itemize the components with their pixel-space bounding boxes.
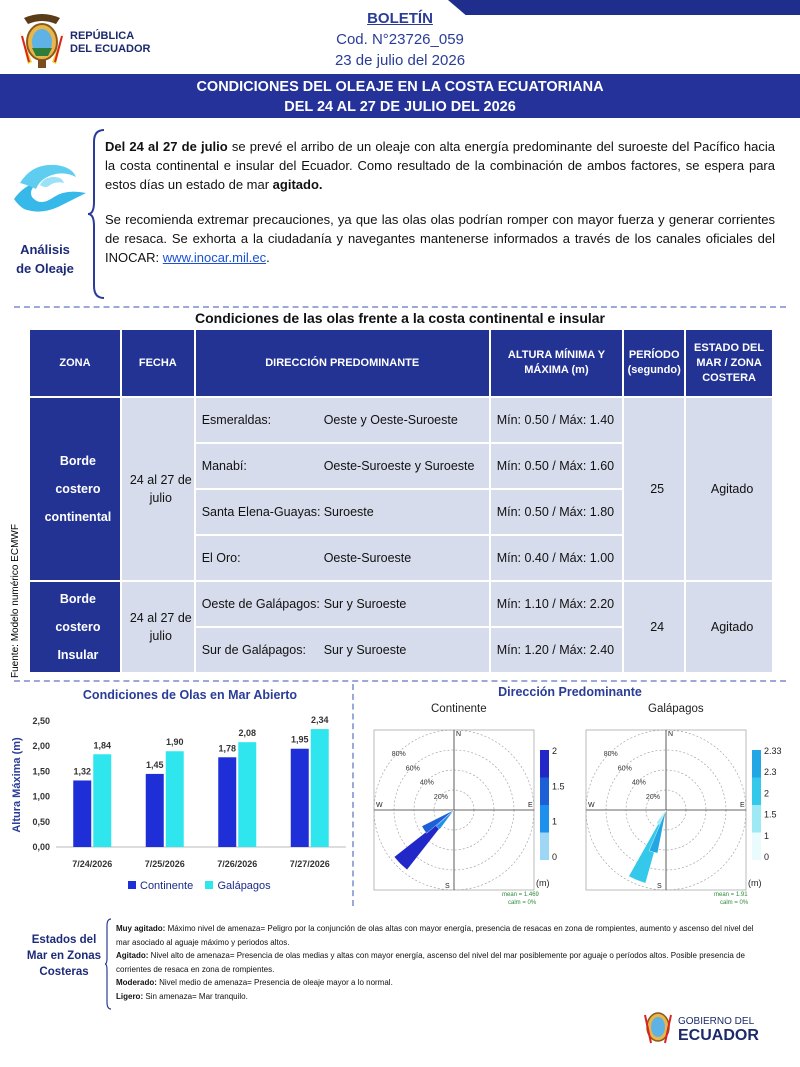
analysis-paragraph-1 bbox=[105, 137, 775, 194]
y-tick-label: 0,00 bbox=[32, 842, 50, 852]
periodo-insular: 24 bbox=[623, 581, 685, 673]
colorbar-segment bbox=[540, 833, 549, 861]
data-label: 1,84 bbox=[93, 740, 112, 751]
banner-line2: DEL 24 AL 27 DE JULIO DEL 2026 bbox=[284, 99, 516, 115]
data-label: 1,90 bbox=[165, 737, 184, 748]
state-text: Nivel medio de amenaza= Presencia de oleaje mayor a lo normal. bbox=[156, 978, 393, 987]
colorbar-segment bbox=[752, 750, 761, 778]
table-title: Condiciones de las olas frente a la costa continental e insular bbox=[194, 310, 605, 326]
header-altura: ALTURA MÍNIMA Y MÁXIMA (m) bbox=[490, 329, 623, 397]
colorbar-tick: 1.5 bbox=[764, 809, 777, 820]
header-direccion: DIRECCIÓN PREDOMINANTE bbox=[195, 329, 490, 397]
header-fecha: FECHA bbox=[121, 329, 195, 397]
radial-label: 20% bbox=[433, 793, 448, 801]
direction-value: Sur y Suroeste bbox=[323, 643, 407, 657]
rose-calm: calm = 0% bbox=[508, 900, 537, 906]
direction-value: Oeste y Oeste-Suroeste bbox=[323, 413, 458, 427]
header-estado: ESTADO DEL MAR / ZONA COSTERA bbox=[685, 329, 773, 397]
x-tick-label: 7/25/2026 bbox=[144, 859, 185, 869]
bulletin-date: 23 de julio del 2026 bbox=[334, 52, 466, 69]
legend-label-galapagos: Galápagos bbox=[217, 880, 271, 892]
compass-s: S bbox=[445, 883, 450, 890]
direction-value: Oeste-Suroeste bbox=[323, 551, 412, 565]
colorbar-tick: 1 bbox=[552, 816, 558, 827]
colorbar-tick: 2 bbox=[552, 746, 558, 756]
rose-petal bbox=[649, 810, 666, 853]
legend-brace bbox=[104, 918, 112, 1010]
compass-n: N bbox=[456, 731, 462, 738]
inocar-link[interactable]: www.inocar.mil.ec bbox=[162, 250, 267, 265]
data-label: 1,45 bbox=[145, 759, 164, 770]
height-cell: Mín: 1.20 / Máx: 2.40 bbox=[490, 627, 623, 673]
bar-chart-legend bbox=[128, 880, 271, 892]
radial-label: 80% bbox=[603, 751, 618, 759]
colorbar-tick: 1 bbox=[764, 830, 770, 841]
section-divider-2 bbox=[14, 680, 786, 682]
compass-e: E bbox=[528, 802, 533, 809]
bar-chart-title: Condiciones de Olas en Mar Abierto bbox=[82, 688, 298, 702]
radial-label: 60% bbox=[617, 765, 632, 773]
state-text: Nivel alto de amenaza= Presencia de olas medias y altas con mayor energía, ascenso del nivel del mar posiblemente por aguaje o períodos altos. Posible presencia de corrientes de resaca en zona de rompientes. bbox=[116, 951, 746, 974]
colorbar-segment bbox=[540, 805, 549, 833]
analysis-label-line1: Análisis bbox=[20, 242, 70, 257]
rose-panel-title: Continente bbox=[431, 703, 487, 715]
state-item bbox=[116, 990, 762, 1004]
banner-line1: CONDICIONES DEL OLEAJE EN LA COSTA ECUATORIANA bbox=[196, 79, 604, 95]
fecha-insular: 24 al 27 de julio bbox=[121, 581, 195, 673]
compass-w: W bbox=[588, 802, 595, 809]
state-text: Sin amenaza= Mar tranquilo. bbox=[143, 991, 248, 1001]
title-banner bbox=[0, 74, 800, 118]
bar-continente bbox=[73, 780, 91, 847]
gob-line2: ECUADOR bbox=[678, 1027, 759, 1044]
direction-value: Oeste-Suroeste y Suroeste bbox=[323, 459, 475, 473]
republica-label bbox=[70, 30, 150, 56]
data-label: 2,08 bbox=[238, 728, 257, 739]
data-label: 2,34 bbox=[310, 715, 329, 726]
height-cell: Mín: 0.50 / Máx: 1.60 bbox=[490, 443, 623, 489]
coat-of-arms-icon bbox=[18, 12, 66, 70]
state-item bbox=[116, 949, 762, 976]
table-header-row bbox=[29, 329, 773, 397]
analysis-label bbox=[10, 240, 80, 278]
y-tick-label: 1,00 bbox=[32, 791, 50, 802]
analysis-p1-text: se prevé el arribo de un oleaje con alta energía predominante del suroeste del Pacífico hacia la costa continental e insular del Ecuador. Como resultado de la combinación de ambos factores, se espera para estos días un estado de mar bbox=[105, 139, 775, 192]
x-tick-label: 7/24/2026 bbox=[72, 859, 113, 869]
bulletin-title: BOLETÍN bbox=[367, 10, 433, 27]
bar-continente bbox=[218, 757, 236, 847]
header-zona: ZONA bbox=[29, 329, 121, 397]
height-cell: Mín: 0.40 / Máx: 1.00 bbox=[490, 535, 623, 581]
bar-galápagos bbox=[166, 751, 184, 847]
direction-cell bbox=[195, 581, 490, 627]
colorbar-segment bbox=[540, 750, 549, 778]
state-term: Ligero: bbox=[116, 991, 144, 1001]
bulletin-header bbox=[300, 8, 500, 71]
colorbar-tick: 1.5 bbox=[552, 781, 565, 792]
place-label: El Oro: bbox=[201, 551, 241, 565]
bulletin-code: Cod. N°23726_059 bbox=[336, 31, 464, 48]
wind-rose-continente bbox=[356, 700, 571, 906]
periodo-continental: 25 bbox=[623, 397, 685, 581]
y-tick-label: 2,00 bbox=[32, 741, 50, 752]
estado-continental: Agitado bbox=[685, 397, 773, 581]
gobierno-ecuador-logo bbox=[642, 1005, 772, 1049]
wind-rose-galapagos bbox=[568, 700, 783, 906]
y-tick-label: 0,50 bbox=[32, 816, 50, 827]
place-label: Sur de Galápagos: bbox=[201, 643, 306, 657]
data-label: 1,95 bbox=[290, 734, 309, 745]
state-text: Máximo nivel de amenaza= Peligro por la conjunción de olas altas con mayor energía, presencia de resacas en zona de rompientes, aumento y ascenso del nivel del mar asociado al aguaje máximo y periodos altos. bbox=[116, 924, 754, 947]
colorbar-tick: 0 bbox=[552, 852, 558, 862]
vertical-divider bbox=[352, 684, 354, 906]
direction-cell bbox=[195, 627, 490, 673]
rose-panel-title: Galápagos bbox=[648, 703, 704, 715]
waves-table bbox=[28, 328, 774, 674]
colorbar-segment bbox=[752, 778, 761, 806]
direction-value: Suroeste bbox=[323, 505, 374, 519]
header-periodo: PERÍODO (segundo) bbox=[623, 329, 685, 397]
source-note bbox=[4, 500, 24, 680]
rose-calm: calm = 0% bbox=[720, 900, 749, 906]
source-text: Fuente: Modelo numérico ECMWF bbox=[10, 524, 21, 678]
y-tick-label: 1,50 bbox=[32, 766, 50, 777]
state-term: Agitado: bbox=[116, 951, 149, 960]
sea-states-label: Estados del Mar en Zonas Costeras bbox=[26, 934, 102, 978]
radial-label: 80% bbox=[391, 751, 406, 759]
legend-label-continente: Continente bbox=[140, 880, 194, 892]
sea-states-legend bbox=[116, 922, 762, 1003]
direction-cell bbox=[195, 443, 490, 489]
table-row bbox=[29, 581, 773, 627]
gob-line1: GOBIERNO DEL bbox=[678, 1016, 755, 1027]
rose-mean: mean = 1.469 bbox=[502, 892, 539, 898]
table-row bbox=[29, 397, 773, 443]
analysis-p1-bold-start: Del 24 al 27 de julio bbox=[105, 139, 228, 154]
state-item bbox=[116, 922, 762, 949]
radial-label: 20% bbox=[645, 793, 660, 801]
x-tick-label: 7/27/2026 bbox=[289, 859, 330, 869]
direction-cell bbox=[195, 489, 490, 535]
height-cell: Mín: 1.10 / Máx: 2.20 bbox=[490, 581, 623, 627]
place-label: Santa Elena-Guayas: bbox=[201, 505, 321, 519]
compass-e: E bbox=[740, 802, 745, 809]
colorbar-unit: (m) bbox=[748, 878, 762, 888]
republica-line1: REPÚBLICA bbox=[70, 30, 135, 42]
place-label: Esmeraldas: bbox=[201, 413, 272, 427]
y-tick-label: 2,50 bbox=[32, 716, 50, 726]
colorbar-unit: (m) bbox=[536, 878, 550, 888]
colorbar-segment bbox=[752, 833, 761, 861]
data-label: 1,32 bbox=[73, 766, 92, 777]
height-cell: Mín: 0.50 / Máx: 1.40 bbox=[490, 397, 623, 443]
x-tick-label: 7/26/2026 bbox=[217, 859, 258, 869]
data-label: 1,78 bbox=[218, 743, 237, 754]
colorbar-tick: 2 bbox=[764, 788, 770, 799]
brace-decoration bbox=[86, 128, 106, 300]
zone-continental: Borde costero continental bbox=[29, 397, 121, 581]
state-item bbox=[116, 976, 762, 990]
analysis-label-line2: de Oleaje bbox=[16, 261, 74, 276]
analysis-paragraph-2 bbox=[105, 210, 775, 267]
compass-n: N bbox=[668, 731, 674, 738]
zone-insular: Borde costero Insular bbox=[29, 581, 121, 673]
section-divider bbox=[14, 306, 786, 308]
fecha-continental: 24 al 27 de julio bbox=[121, 397, 195, 581]
colorbar-tick: 0 bbox=[764, 852, 770, 862]
direction-cell bbox=[195, 397, 490, 443]
colorbar-tick: 2.33 bbox=[764, 746, 782, 756]
bar-galápagos bbox=[93, 754, 111, 847]
place-label: Oeste de Galápagos: bbox=[201, 597, 320, 611]
wave-icon bbox=[10, 155, 90, 215]
compass-w: W bbox=[376, 802, 383, 809]
top-color-band bbox=[448, 0, 800, 15]
state-term: Moderado: bbox=[116, 978, 157, 987]
analysis-p1-bold-end: agitado. bbox=[272, 177, 323, 192]
direction-cell bbox=[195, 535, 490, 581]
analysis-p2-end: . bbox=[266, 250, 270, 265]
radial-label: 40% bbox=[419, 779, 434, 787]
radial-label: 40% bbox=[631, 779, 646, 787]
colorbar-segment bbox=[752, 805, 761, 833]
estado-insular: Agitado bbox=[685, 581, 773, 673]
y-axis-label: Altura Máxima (m) bbox=[11, 737, 23, 833]
rose-chart-title: Dirección Predominante bbox=[498, 685, 642, 699]
analysis-p2-text: Se recomienda extremar precauciones, ya que las olas olas podrían romper con mayor fuerza y generar corrientes de resaca. Se exhorta a la ciudadanía y navegantes mantenerse informados a través de los canales oficiales del INOCAR: bbox=[105, 212, 775, 265]
compass-s: S bbox=[657, 883, 662, 890]
radial-label: 60% bbox=[405, 765, 420, 773]
bar-galápagos bbox=[238, 742, 256, 847]
colorbar-tick: 2.3 bbox=[764, 767, 777, 778]
bar-chart bbox=[6, 705, 350, 875]
place-label: Manabí: bbox=[201, 459, 247, 473]
bar-continente bbox=[146, 774, 164, 847]
height-cell: Mín: 0.50 / Máx: 1.80 bbox=[490, 489, 623, 535]
legend-swatch-continente bbox=[128, 881, 136, 889]
colorbar-segment bbox=[540, 778, 549, 806]
republica-line2: DEL ECUADOR bbox=[70, 43, 151, 55]
direction-value: Sur y Suroeste bbox=[323, 597, 407, 611]
state-term: Muy agitado: bbox=[116, 924, 166, 933]
bar-galápagos bbox=[311, 729, 329, 847]
rose-mean: mean = 1.91 bbox=[714, 892, 748, 898]
bar-continente bbox=[291, 749, 309, 847]
legend-swatch-galapagos bbox=[205, 881, 213, 889]
